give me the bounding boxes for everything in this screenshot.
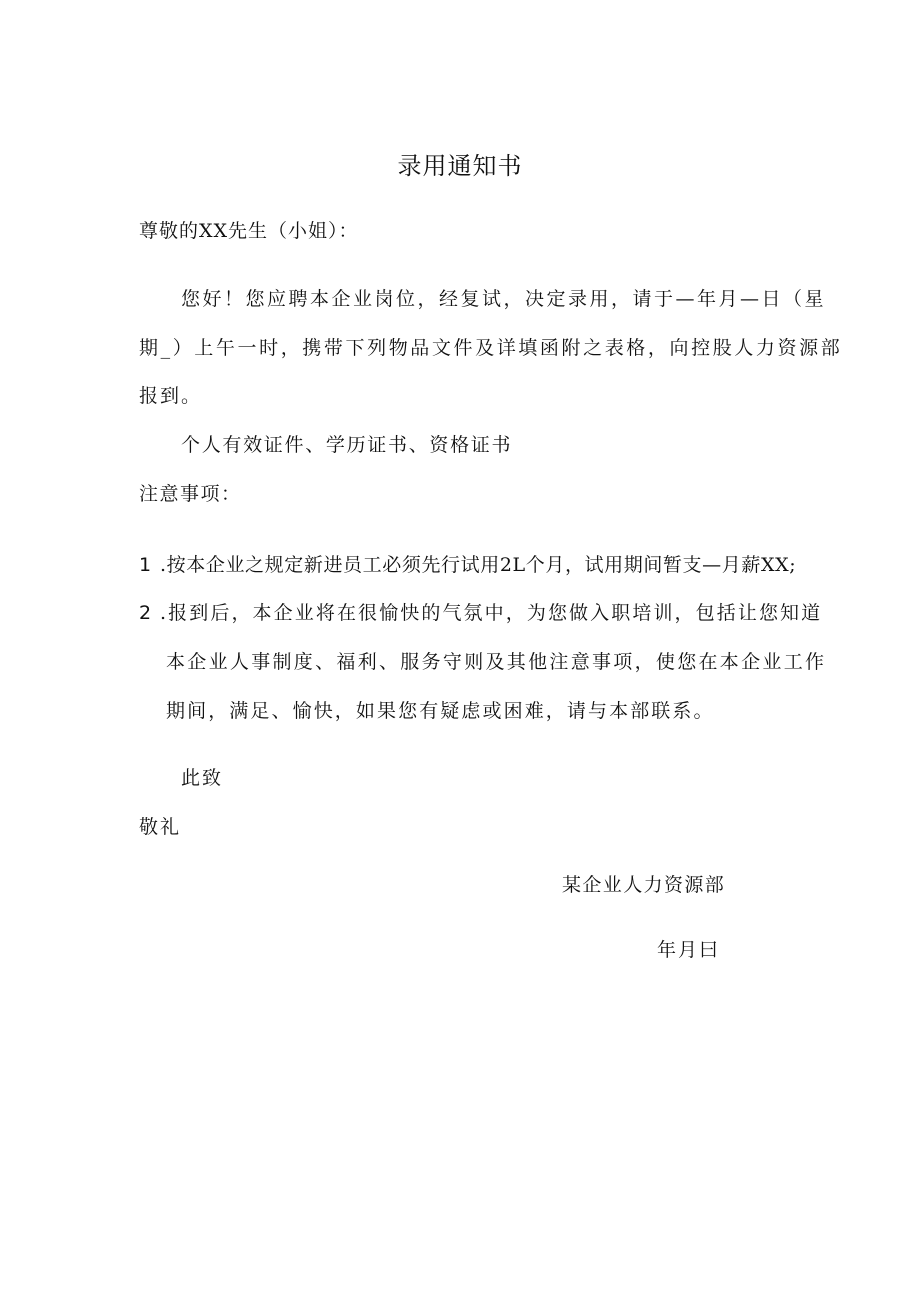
note-number: 2 — [139, 602, 152, 624]
note-continuation: 期间，满足、愉快，如果您有疑虑或困难，请与本部联系。 — [166, 700, 715, 722]
closing: 此致 — [181, 767, 224, 789]
required-documents: 个人有效证件、学历证书、资格证书 — [181, 434, 513, 456]
body-line-3: 报到。 — [139, 385, 203, 407]
date: 年月曰 — [657, 939, 721, 961]
greeting: 尊敬的XX先生（小姐）： — [139, 220, 359, 242]
notes-heading: 注意事项： — [139, 483, 242, 505]
note-continuation: 本企业人事制度、福利、服务守则及其他注意事项，使您在本企业工作 — [166, 651, 827, 673]
note-number: 1 — [139, 554, 152, 576]
document-title: 录用通知书 — [397, 152, 523, 180]
signature: 某企业人力资源部 — [562, 874, 726, 896]
note-text: .报到后，本企业将在很愉快的气氛中，为您做入职培训，包括让您知道 — [160, 602, 823, 624]
regards: 敬礼 — [139, 816, 182, 838]
body-line-2: 期_）上午一时，携带下列物品文件及详填函附之表格，向控股人力资源部 — [139, 337, 843, 359]
note-text: .按本企业之规定新进员工必须先行试用2L个月，试用期间暂支—月薪XX; — [160, 554, 797, 576]
body-line-1: 您好！您应聘本企业岗位，经复试，决定录用，请于—年月—日（星 — [181, 288, 827, 310]
